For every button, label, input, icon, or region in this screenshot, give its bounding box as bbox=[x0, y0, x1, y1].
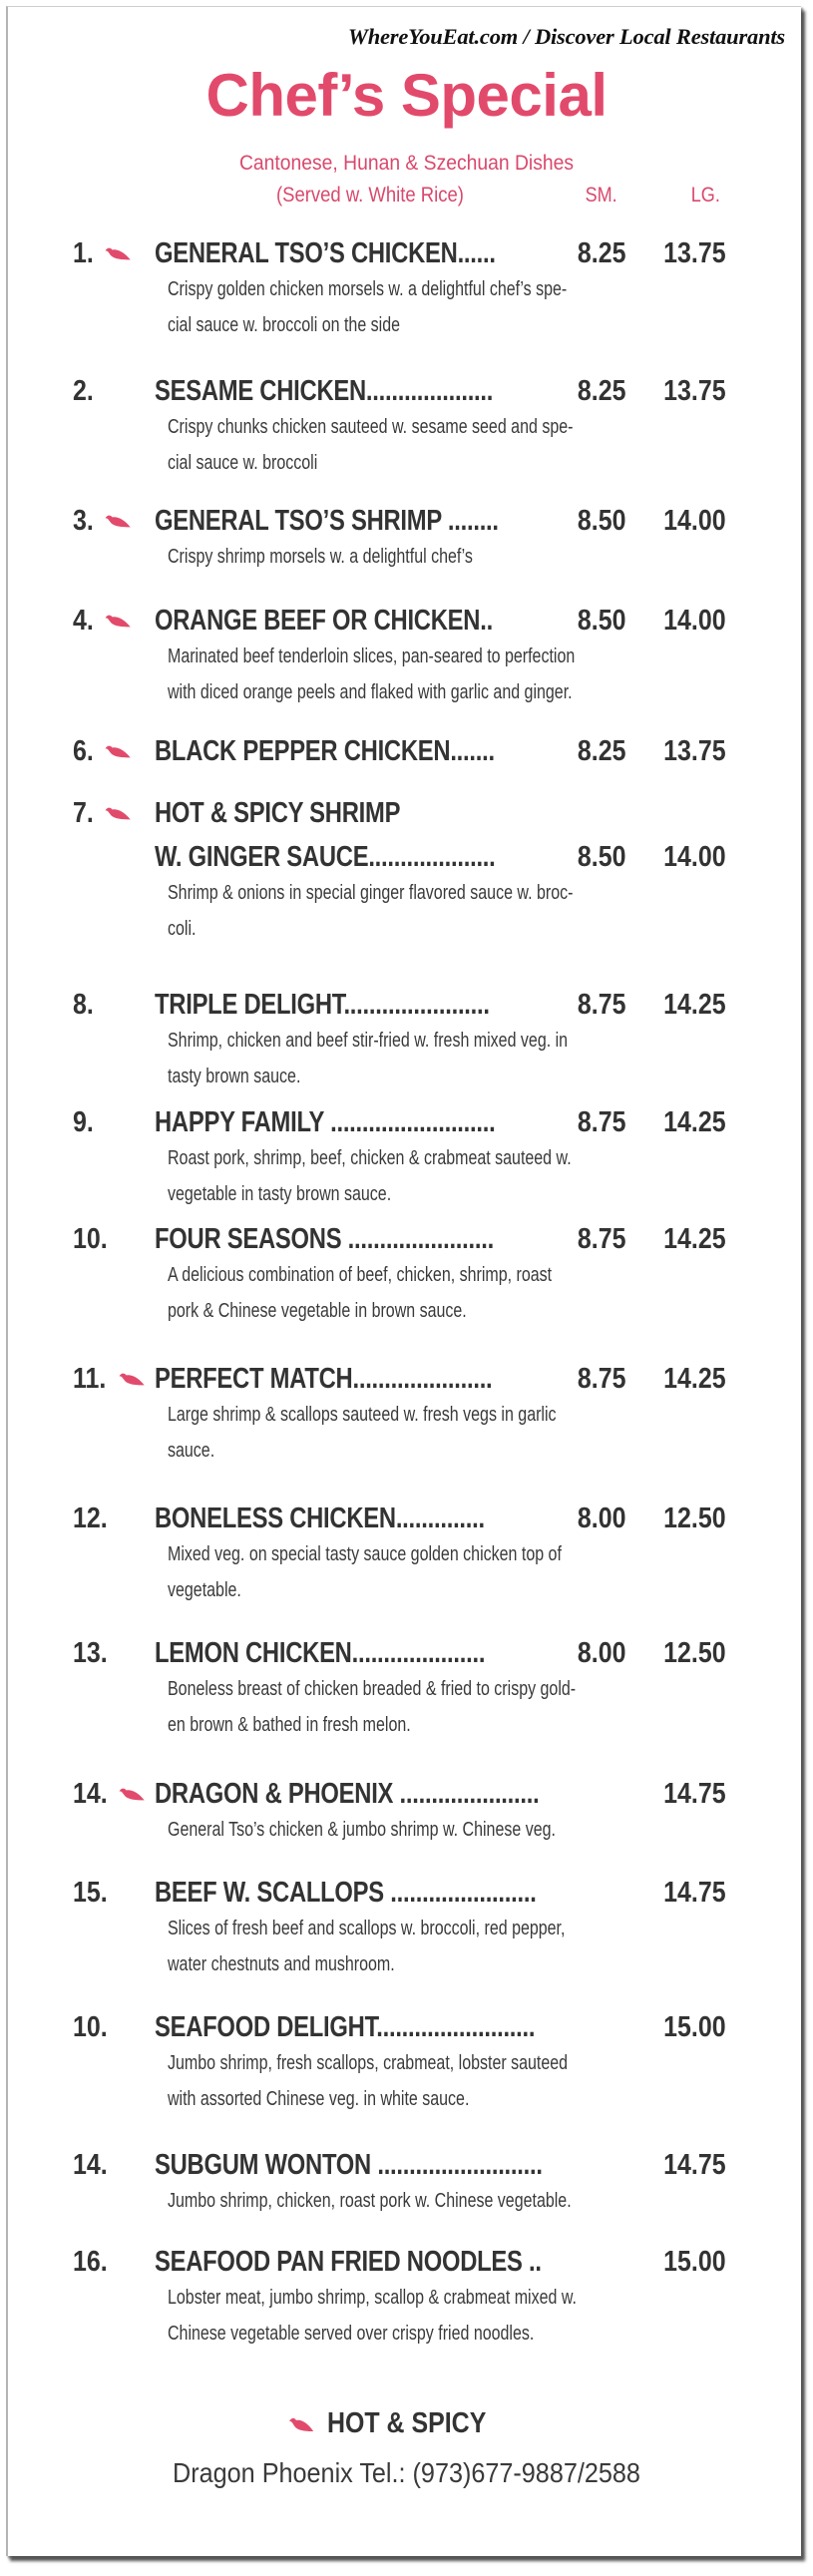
menu-item bbox=[0, 374, 813, 481]
description-line: Jumbo shrimp, chicken, roast pork w. Chinese vegetable. bbox=[168, 2190, 572, 2212]
item-name: GENERAL TSO’S CHICKEN...... bbox=[155, 237, 496, 269]
chili-pepper-icon bbox=[117, 1371, 149, 1389]
spicy-indicator bbox=[103, 504, 137, 538]
item-name: BONELESS CHICKEN.............. bbox=[155, 1503, 485, 1534]
price-large: 13.75 bbox=[663, 375, 726, 407]
spicy-indicator bbox=[103, 236, 137, 270]
description-line: with diced orange peels and flaked with garlic and ginger. bbox=[168, 681, 573, 703]
price-large: 13.75 bbox=[663, 735, 726, 767]
menu-item bbox=[0, 734, 813, 768]
item-name: SEAFOOD DELIGHT......................... bbox=[155, 2011, 536, 2043]
menu-item bbox=[0, 1222, 813, 1329]
description-line: Chinese vegetable served over crispy fried noodles. bbox=[168, 2323, 535, 2345]
description-line: water chestnuts and mushroom. bbox=[168, 1953, 395, 1975]
price-large: 15.00 bbox=[663, 2011, 726, 2043]
price-large: 14.75 bbox=[663, 1778, 726, 1810]
item-name: TRIPLE DELIGHT....................... bbox=[155, 989, 490, 1021]
price-large: 14.75 bbox=[663, 1877, 726, 1909]
price-small: 8.50 bbox=[577, 505, 625, 537]
item-name: SESAME CHICKEN.................... bbox=[155, 375, 494, 407]
col-large-label: LG. bbox=[690, 184, 720, 207]
item-description bbox=[168, 1397, 766, 1469]
price-small: 8.25 bbox=[577, 375, 625, 407]
cuisine-subtitle: Cantonese, Hunan & Szechuan Dishes bbox=[238, 152, 575, 175]
restaurant-contact bbox=[0, 2457, 813, 2489]
description-line: cial sauce w. broccoli bbox=[168, 452, 318, 474]
item-number: 3. bbox=[73, 505, 94, 537]
description-line: Roast pork, shrimp, beef, chicken & crabmeat sauteed w. bbox=[168, 1147, 572, 1169]
menu-item bbox=[0, 1636, 813, 1743]
menu-item-row bbox=[0, 2245, 813, 2279]
item-number: 12. bbox=[73, 1503, 108, 1534]
menu-item bbox=[0, 1876, 813, 1982]
item-name: ORANGE BEEF OR CHICKEN.. bbox=[155, 605, 493, 637]
item-number: 10. bbox=[73, 1223, 108, 1255]
description-line: Crispy chunks chicken sauteed w. sesame seed and spe- bbox=[168, 416, 574, 438]
description-line: Shrimp, chicken and beef stir-fried w. fresh mixed veg. in bbox=[168, 1030, 569, 1052]
item-description bbox=[168, 875, 766, 947]
item-description bbox=[168, 409, 766, 481]
price-large: 14.25 bbox=[663, 1363, 726, 1395]
menu-item bbox=[0, 1362, 813, 1469]
item-number: 1. bbox=[73, 237, 94, 269]
item-description bbox=[168, 1536, 766, 1608]
menu-item bbox=[0, 2148, 813, 2219]
chili-pepper-icon bbox=[103, 805, 135, 823]
price-small: 8.75 bbox=[577, 1363, 625, 1395]
price-large: 14.00 bbox=[663, 605, 726, 637]
item-number: 15. bbox=[73, 1877, 108, 1909]
description-line: Mixed veg. on special tasty sauce golden chicken top of bbox=[168, 1543, 562, 1565]
item-name: HOT & SPICY SHRIMP bbox=[155, 797, 401, 829]
price-small: 8.75 bbox=[577, 1106, 625, 1138]
description-line: A delicious combination of beef, chicken, shrimp, roast bbox=[168, 1264, 553, 1286]
menu-item bbox=[0, 796, 813, 947]
item-name: PERFECT MATCH...................... bbox=[155, 1363, 493, 1395]
item-number: 10. bbox=[73, 2011, 108, 2043]
spicy-indicator bbox=[103, 796, 137, 830]
price-large: 12.50 bbox=[663, 1503, 726, 1534]
description-line: en brown & bathed in fresh melon. bbox=[168, 1714, 411, 1736]
menu-item bbox=[0, 604, 813, 710]
phone-number: Dragon Phoenix Tel.: (973)677-9887/2588 bbox=[173, 2457, 640, 2488]
description-line: sauce. bbox=[168, 1440, 215, 1462]
price-small: 8.75 bbox=[577, 989, 625, 1021]
price-large: 14.25 bbox=[663, 1223, 726, 1255]
price-large: 14.00 bbox=[663, 841, 726, 873]
item-number: 14. bbox=[73, 1778, 108, 1810]
item-description bbox=[168, 271, 766, 343]
spicy-indicator bbox=[117, 1362, 151, 1396]
item-description bbox=[168, 2280, 766, 2352]
item-description bbox=[168, 1911, 766, 1982]
item-number: 13. bbox=[73, 1637, 108, 1669]
item-number: 4. bbox=[73, 605, 94, 637]
item-description bbox=[168, 2045, 766, 2117]
menu-item bbox=[0, 2010, 813, 2117]
description-line: pork & Chinese vegetable in brown sauce. bbox=[168, 1300, 467, 1322]
price-small: 8.00 bbox=[577, 1637, 625, 1669]
price-small: 8.00 bbox=[577, 1503, 625, 1534]
site-watermark: WhereYouEat.com / Discover Local Restaurants bbox=[347, 24, 785, 49]
menu-item bbox=[0, 504, 813, 575]
price-small: 8.25 bbox=[577, 237, 625, 269]
served-note: (Served w. White Rice) bbox=[276, 184, 464, 207]
price-large: 14.25 bbox=[663, 1106, 726, 1138]
item-number: 9. bbox=[73, 1106, 94, 1138]
menu-item bbox=[0, 1105, 813, 1212]
price-large: 14.75 bbox=[663, 2149, 726, 2181]
item-description bbox=[168, 639, 766, 710]
chili-pepper-icon bbox=[103, 743, 135, 761]
description-line: Slices of fresh beef and scallops w. broccoli, red pepper, bbox=[168, 1918, 566, 1939]
price-small: 8.50 bbox=[577, 605, 625, 637]
menu-item-row bbox=[0, 1222, 813, 1256]
menu-item-row bbox=[0, 1502, 813, 1535]
price-large: 15.00 bbox=[663, 2246, 726, 2278]
description-line: Crispy golden chicken morsels w. a delightful chef’s spe- bbox=[168, 278, 568, 300]
price-large: 14.25 bbox=[663, 989, 726, 1021]
item-name: DRAGON & PHOENIX ...................... bbox=[155, 1778, 540, 1810]
menu-item-row bbox=[0, 1105, 813, 1139]
item-name: BEEF W. SCALLOPS ....................... bbox=[155, 1877, 537, 1909]
spicy-legend-label: HOT & SPICY bbox=[326, 2407, 487, 2439]
price-large: 14.00 bbox=[663, 505, 726, 537]
description-line: Lobster meat, jumbo shrimp, scallop & crabmeat mixed w. bbox=[168, 2287, 577, 2309]
item-description bbox=[168, 2183, 766, 2219]
menu-item-row bbox=[0, 1636, 813, 1670]
menu-item-row bbox=[0, 840, 813, 874]
item-description bbox=[168, 1671, 766, 1743]
description-line: Large shrimp & scallops sauteed w. fresh vegs in garlic bbox=[168, 1404, 557, 1426]
item-description bbox=[168, 1257, 766, 1329]
description-line: Shrimp & onions in special ginger flavored sauce w. broc- bbox=[168, 882, 574, 904]
chili-pepper-icon bbox=[117, 1786, 149, 1804]
description-line: Marinated beef tenderloin slices, pan-seared to perfection bbox=[168, 645, 576, 667]
item-number: 8. bbox=[73, 989, 94, 1021]
item-name: LEMON CHICKEN..................... bbox=[155, 1637, 486, 1669]
description-line: Jumbo shrimp, fresh scallops, crabmeat, lobster sauteed bbox=[168, 2052, 569, 2074]
menu-item-row bbox=[0, 1362, 813, 1396]
menu-item-row bbox=[0, 988, 813, 1022]
menu-item-row bbox=[0, 374, 813, 408]
description-line: cial sauce w. broccoli on the side bbox=[168, 314, 401, 336]
item-number: 6. bbox=[73, 735, 94, 767]
menu-item-row bbox=[0, 2148, 813, 2182]
spicy-indicator bbox=[117, 1777, 151, 1811]
item-name: BLACK PEPPER CHICKEN....... bbox=[155, 735, 495, 767]
item-number: 16. bbox=[73, 2246, 108, 2278]
menu-item-row bbox=[0, 1876, 813, 1910]
price-small: 8.50 bbox=[577, 841, 625, 873]
menu-item-row bbox=[0, 2010, 813, 2044]
menu-item bbox=[0, 1777, 813, 1848]
chili-pepper-icon bbox=[103, 613, 135, 631]
item-name: SEAFOOD PAN FRIED NOODLES .. bbox=[155, 2246, 542, 2278]
description-line: vegetable. bbox=[168, 1579, 241, 1601]
column-header bbox=[0, 184, 813, 210]
description-line: General Tso’s chicken & jumbo shrimp w. Chinese veg. bbox=[168, 1819, 556, 1841]
menu-item-row bbox=[0, 734, 813, 768]
item-name: HAPPY FAMILY .......................... bbox=[155, 1106, 496, 1138]
menu-item-row bbox=[0, 796, 813, 830]
price-large: 12.50 bbox=[663, 1637, 726, 1669]
description-line: coli. bbox=[168, 918, 197, 940]
menu-item bbox=[0, 988, 813, 1094]
menu-item-row bbox=[0, 504, 813, 538]
description-line: Boneless breast of chicken breaded & fried to crispy gold- bbox=[168, 1678, 577, 1700]
spicy-indicator bbox=[103, 604, 137, 638]
chili-pepper-icon bbox=[103, 245, 135, 263]
item-name-cont: W. GINGER SAUCE.................... bbox=[155, 841, 496, 873]
menu-item bbox=[0, 2245, 813, 2352]
item-number: 2. bbox=[73, 375, 94, 407]
spicy-indicator bbox=[103, 734, 137, 768]
menu-item-row bbox=[0, 236, 813, 270]
menu-item bbox=[0, 1502, 813, 1608]
description-line: with assorted Chinese veg. in white sauce. bbox=[168, 2088, 470, 2110]
item-number: 11. bbox=[73, 1363, 107, 1395]
menu-item bbox=[0, 236, 813, 343]
item-name: GENERAL TSO’S SHRIMP ........ bbox=[155, 505, 499, 537]
item-description bbox=[168, 1140, 766, 1212]
chili-pepper-icon bbox=[103, 513, 135, 531]
price-small: 8.75 bbox=[577, 1223, 625, 1255]
item-number: 7. bbox=[73, 797, 94, 829]
chili-pepper-icon bbox=[287, 2415, 316, 2435]
description-line: Crispy shrimp morsels w. a delightful chef’s bbox=[168, 546, 473, 568]
item-name: SUBGUM WONTON .......................... bbox=[155, 2149, 543, 2181]
item-description bbox=[168, 539, 766, 575]
price-large: 13.75 bbox=[663, 237, 726, 269]
item-number: 14. bbox=[73, 2149, 108, 2181]
item-description bbox=[168, 1812, 766, 1848]
item-name: FOUR SEASONS ....................... bbox=[155, 1223, 494, 1255]
col-small-label: SM. bbox=[585, 184, 617, 207]
price-small: 8.25 bbox=[577, 735, 625, 767]
item-description bbox=[168, 1023, 766, 1094]
menu-item-row bbox=[0, 1777, 813, 1811]
menu-item-row bbox=[0, 604, 813, 638]
spicy-legend bbox=[0, 2407, 813, 2440]
description-line: tasty brown sauce. bbox=[168, 1066, 301, 1087]
page-title: Chef’s Special bbox=[205, 62, 608, 129]
description-line: vegetable in tasty brown sauce. bbox=[168, 1183, 392, 1205]
